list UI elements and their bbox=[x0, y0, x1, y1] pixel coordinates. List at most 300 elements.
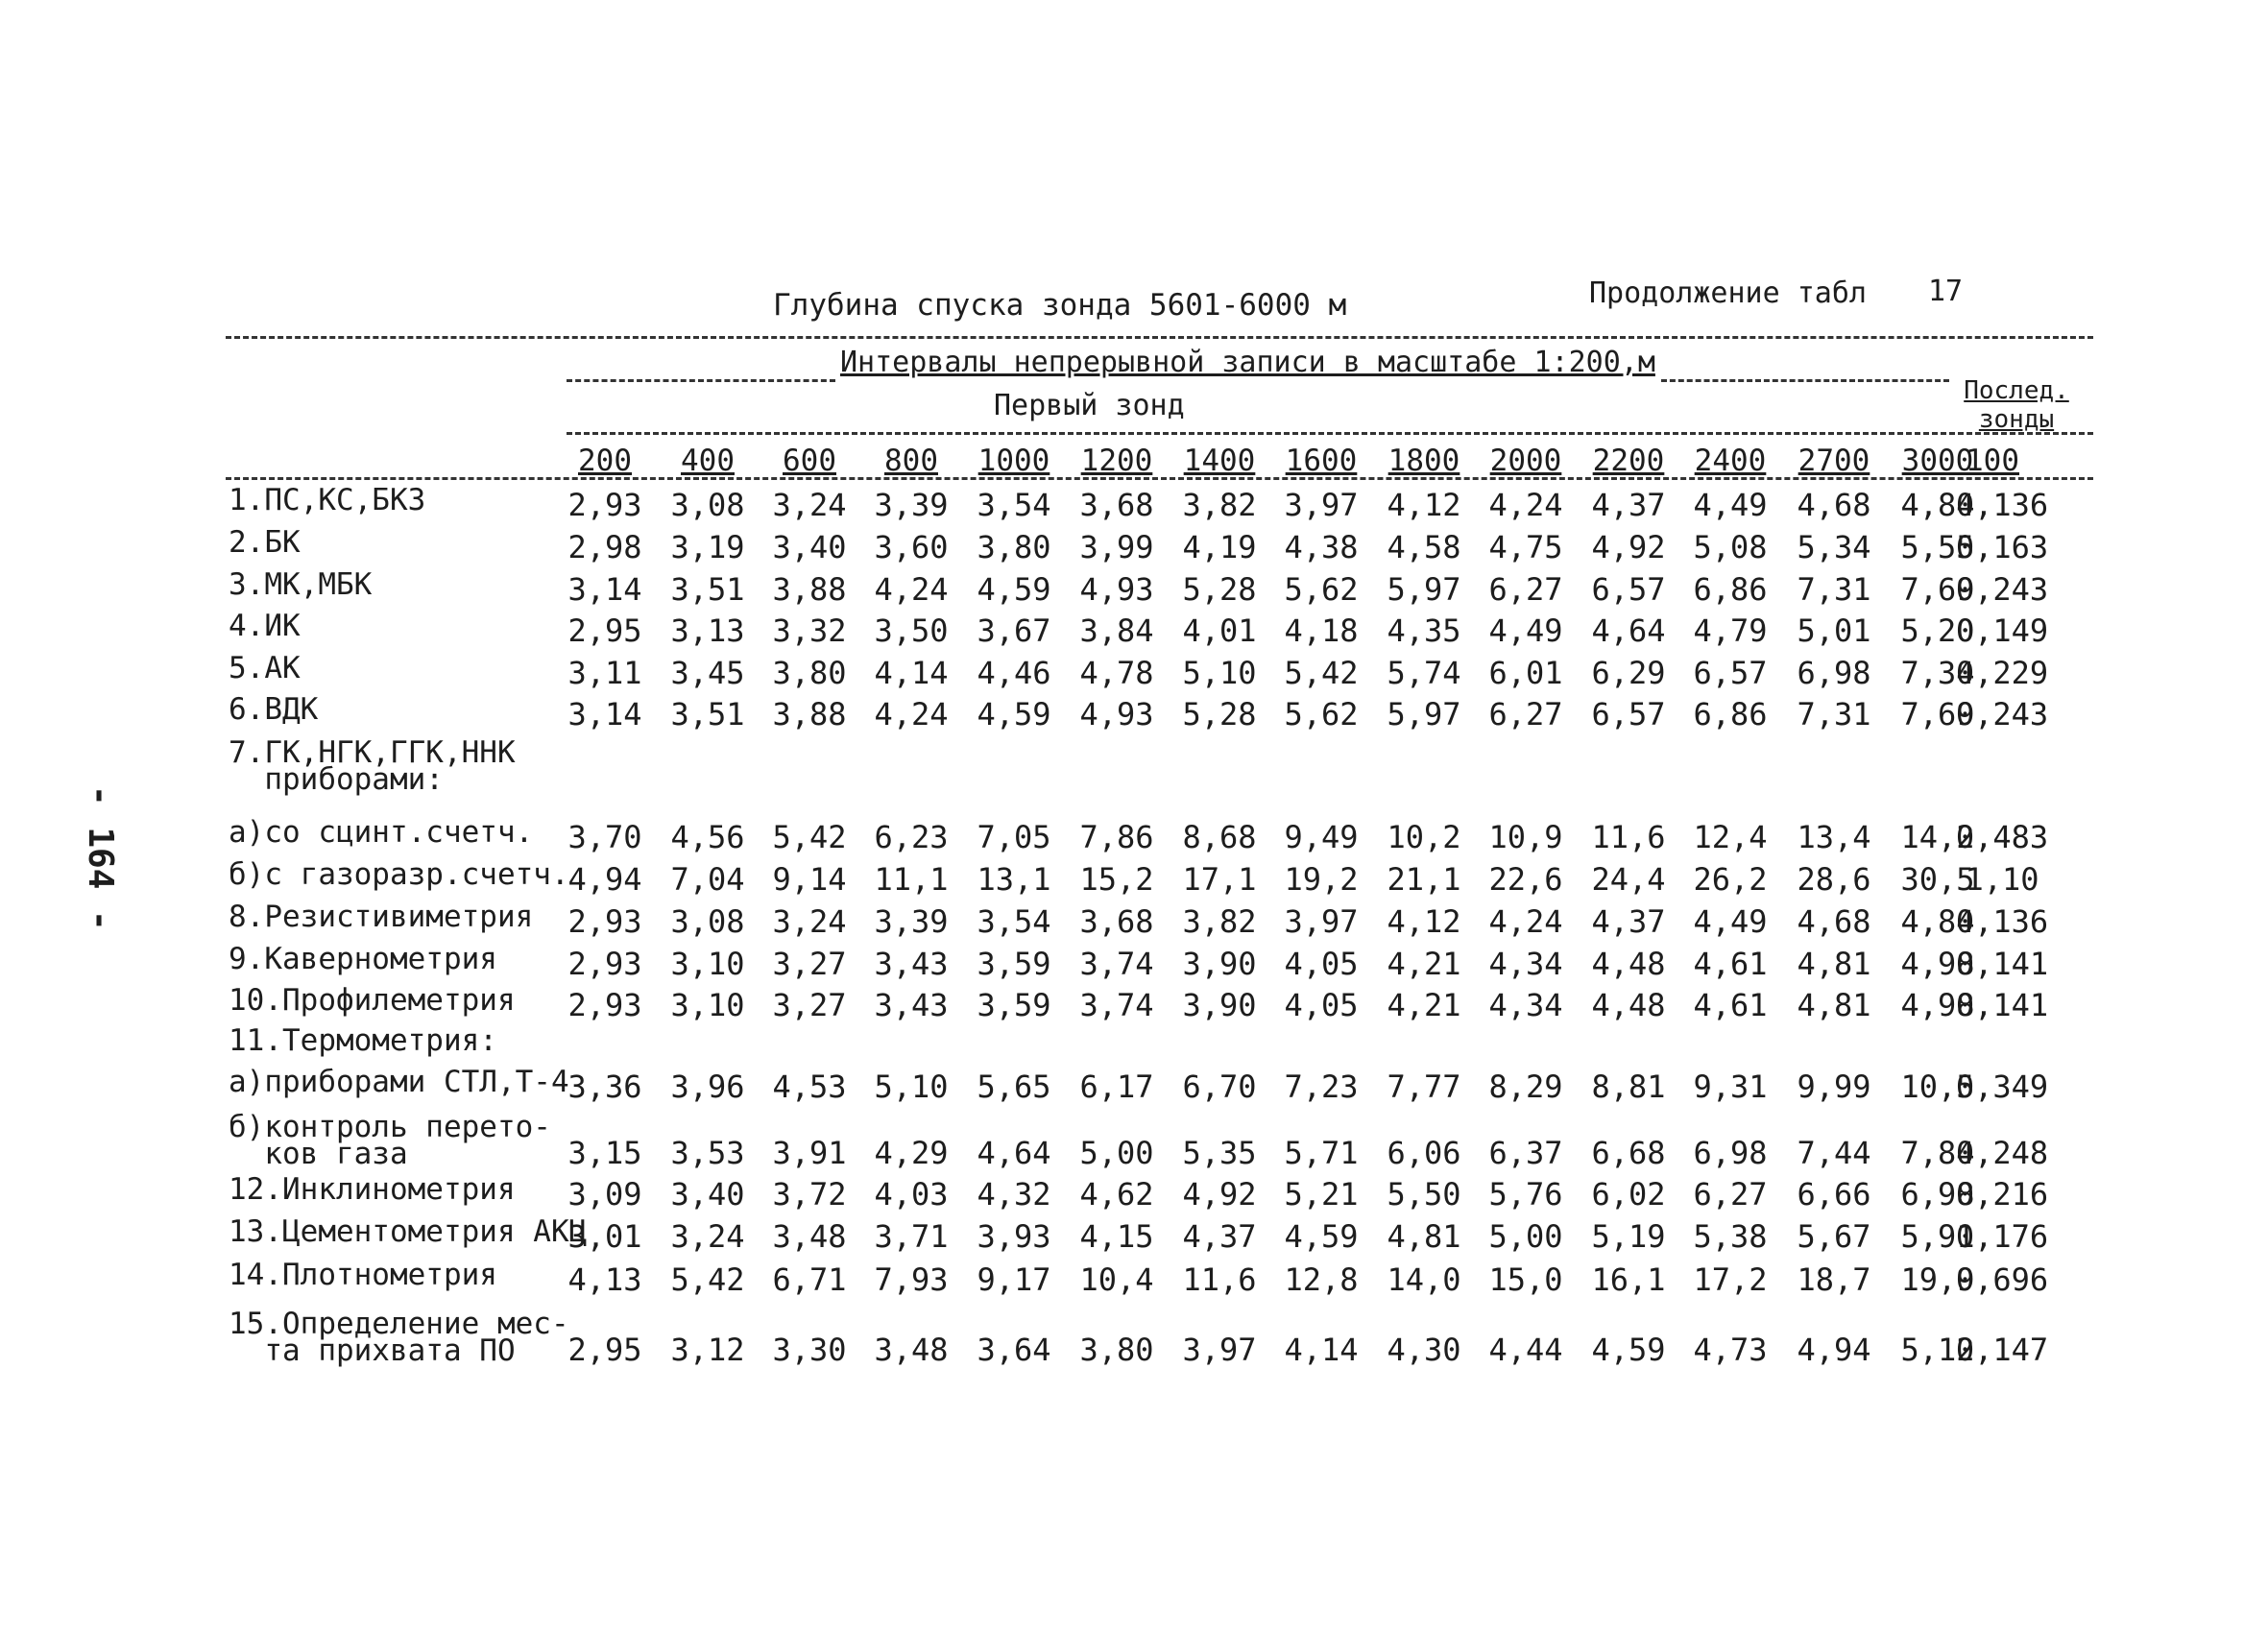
table-cell: 19,9 bbox=[1900, 1261, 1975, 1298]
table-cell: 4,48 bbox=[1591, 987, 1666, 1023]
table-cell: 3,24 bbox=[772, 487, 847, 523]
table-cell: 0,141 bbox=[1955, 987, 2049, 1023]
table-cell: 3,96 bbox=[670, 1069, 745, 1105]
table-cell: 3,08 bbox=[670, 487, 745, 523]
table-cell: 3,59 bbox=[977, 946, 1051, 982]
table-cell: 5,21 bbox=[1284, 1176, 1359, 1213]
table-cell: 22,6 bbox=[1488, 861, 1563, 898]
column-header: 100 bbox=[1966, 444, 2019, 478]
table-cell: 5,67 bbox=[1797, 1218, 1871, 1255]
table-cell: 4,48 bbox=[1591, 946, 1666, 982]
row-label-line: 10.Профилеметрия bbox=[229, 983, 516, 1018]
table-cell: 3,48 bbox=[772, 1218, 847, 1255]
table-cell: 8,29 bbox=[1488, 1069, 1563, 1105]
table-cell: 3,99 bbox=[1079, 529, 1154, 565]
table-cell: 14,2 bbox=[1900, 819, 1975, 855]
table-cell: 4,58 bbox=[1387, 529, 1461, 565]
table-cell: 3,09 bbox=[567, 1176, 642, 1213]
table-cell: 4,34 bbox=[1488, 946, 1563, 982]
table-cell: 4,84 bbox=[1900, 903, 1975, 940]
table-cell: 7,34 bbox=[1900, 655, 1975, 691]
table-cell: 4,53 bbox=[772, 1069, 847, 1105]
table-cell: 4,81 bbox=[1797, 987, 1871, 1023]
table-cell: 0,243 bbox=[1955, 696, 2049, 732]
table-cell: 15,2 bbox=[1079, 861, 1154, 898]
table-cell: 4,37 bbox=[1591, 487, 1666, 523]
table-cell: 10,2 bbox=[1387, 819, 1461, 855]
table-cell: 3,97 bbox=[1182, 1332, 1257, 1368]
table-cell: 4,13 bbox=[567, 1261, 642, 1298]
document-title: Глубина спуска зонда 5601-6000 м bbox=[773, 288, 1347, 323]
table-cell: 2,93 bbox=[567, 903, 642, 940]
table-cell: 3,68 bbox=[1079, 903, 1154, 940]
row-label bbox=[229, 1258, 497, 1292]
table-cell: 4,35 bbox=[1387, 612, 1461, 649]
table-cell: 4,12 bbox=[1387, 903, 1461, 940]
table-cell: 4,93 bbox=[1079, 571, 1154, 608]
table-cell: 10,9 bbox=[1488, 819, 1563, 855]
table-cell: 3,84 bbox=[1079, 612, 1154, 649]
table-cell: 4,24 bbox=[1488, 487, 1563, 523]
column-header: 2700 bbox=[1798, 444, 1870, 478]
table-cell: 4,12 bbox=[1387, 487, 1461, 523]
table-cell: 4,81 bbox=[1387, 1218, 1461, 1255]
table-cell: 3,51 bbox=[670, 696, 745, 732]
table-cell: 5,01 bbox=[1797, 612, 1871, 649]
table-cell: 4,59 bbox=[977, 696, 1051, 732]
table-cell: 0,141 bbox=[1955, 946, 2049, 982]
table-cell: 4,37 bbox=[1591, 903, 1666, 940]
table-cell: 2,95 bbox=[567, 1332, 642, 1368]
table-cell: 5,38 bbox=[1693, 1218, 1768, 1255]
table-cell: 4,44 bbox=[1488, 1332, 1563, 1368]
table-cell: 3,40 bbox=[670, 1176, 745, 1213]
table-cell: 3,50 bbox=[874, 612, 949, 649]
table-cell: 3,80 bbox=[1079, 1332, 1154, 1368]
column-header: 200 bbox=[578, 444, 632, 478]
table-cell: 4,05 bbox=[1284, 946, 1359, 982]
table-cell: 16,1 bbox=[1591, 1261, 1666, 1298]
table-cell: 6,27 bbox=[1488, 696, 1563, 732]
table-cell: 4,21 bbox=[1387, 946, 1461, 982]
table-cell: 3,54 bbox=[977, 487, 1051, 523]
row-label bbox=[229, 942, 497, 976]
table-cell: 3,60 bbox=[874, 529, 949, 565]
table-cell: 4,56 bbox=[670, 819, 745, 855]
table-cell: 3,53 bbox=[670, 1135, 745, 1171]
table-cell: 3,27 bbox=[772, 987, 847, 1023]
column-header: 1000 bbox=[977, 444, 1050, 478]
header-first-probe: Первый зонд bbox=[994, 389, 1185, 422]
table-cell: 5,97 bbox=[1387, 696, 1461, 732]
column-header: 1400 bbox=[1183, 444, 1256, 478]
table-cell: 4,59 bbox=[1284, 1218, 1359, 1255]
table-cell: 6,70 bbox=[1182, 1069, 1257, 1105]
table-cell: 2,93 bbox=[567, 987, 642, 1023]
row-label bbox=[229, 567, 373, 602]
table-cell: 3,14 bbox=[567, 696, 642, 732]
table-cell: 4,68 bbox=[1797, 487, 1871, 523]
row-label bbox=[229, 651, 301, 685]
table-cell: 12,8 bbox=[1284, 1261, 1359, 1298]
table-cell: 7,69 bbox=[1900, 696, 1975, 732]
table-cell: 3,90 bbox=[1182, 946, 1257, 982]
table-cell: 3,10 bbox=[670, 946, 745, 982]
table-cell: 4,29 bbox=[874, 1135, 949, 1171]
table-cell: 4,73 bbox=[1693, 1332, 1768, 1368]
table-cell: 6,98 bbox=[1797, 655, 1871, 691]
table-cell: 3,71 bbox=[874, 1218, 949, 1255]
table-cell: 4,59 bbox=[977, 571, 1051, 608]
rule-top bbox=[226, 336, 2093, 339]
table-cell: 3,67 bbox=[977, 612, 1051, 649]
table-cell: 8,68 bbox=[1182, 819, 1257, 855]
header-intervals: Интервалы непрерывной записи в масштабе 1:200,м bbox=[840, 346, 1655, 379]
rule-intervals-left bbox=[567, 379, 835, 382]
page-number: - 164 - bbox=[81, 785, 120, 931]
table-cell: 5,10 bbox=[874, 1069, 949, 1105]
table-cell: 3,51 bbox=[670, 571, 745, 608]
table-cell: 4,03 bbox=[874, 1176, 949, 1213]
table-cell: 4,61 bbox=[1693, 946, 1768, 982]
table-cell: 4,38 bbox=[1284, 529, 1359, 565]
table-cell: 7,04 bbox=[670, 861, 745, 898]
table-cell: 24,4 bbox=[1591, 861, 1666, 898]
table-cell: 3,80 bbox=[977, 529, 1051, 565]
table-cell: 4,49 bbox=[1693, 903, 1768, 940]
table-cell: 4,18 bbox=[1284, 612, 1359, 649]
table-cell: 5,12 bbox=[1900, 1332, 1975, 1368]
table-cell: 7,84 bbox=[1900, 1135, 1975, 1171]
header-last-probe: Послед. зонды bbox=[1964, 376, 2069, 434]
table-cell: 2,93 bbox=[567, 487, 642, 523]
row-label-line: 8.Резистивиметрия bbox=[229, 900, 534, 934]
table-cell: 2,98 bbox=[567, 529, 642, 565]
table-cell: 18,7 bbox=[1797, 1261, 1871, 1298]
table-cell: 5,00 bbox=[1488, 1218, 1563, 1255]
table-cell: 4,92 bbox=[1591, 529, 1666, 565]
table-cell: 3,64 bbox=[977, 1332, 1051, 1368]
table-cell: 5,42 bbox=[772, 819, 847, 855]
row-label bbox=[229, 815, 534, 850]
table-cell: 0,136 bbox=[1955, 903, 2049, 940]
table-cell: 3,88 bbox=[772, 571, 847, 608]
table-number: 17 bbox=[1928, 275, 1964, 308]
row-label bbox=[229, 1065, 569, 1099]
row-label-line: та прихвата ПО bbox=[229, 1333, 516, 1368]
table-cell: 7,86 bbox=[1079, 819, 1154, 855]
table-cell: 4,62 bbox=[1079, 1176, 1154, 1213]
row-label bbox=[229, 1172, 516, 1207]
table-cell: 6,71 bbox=[772, 1261, 847, 1298]
table-cell: 9,99 bbox=[1797, 1069, 1871, 1105]
table-cell: 7,69 bbox=[1900, 571, 1975, 608]
table-cell: 14,0 bbox=[1387, 1261, 1461, 1298]
table-cell: 4,79 bbox=[1693, 612, 1768, 649]
table-cell: 3,40 bbox=[772, 529, 847, 565]
table-cell: 4,49 bbox=[1693, 487, 1768, 523]
table-cell: 6,57 bbox=[1693, 655, 1768, 691]
table-cell: 4,59 bbox=[1591, 1332, 1666, 1368]
table-cell: 8,81 bbox=[1591, 1069, 1666, 1105]
table-cell: 0,163 bbox=[1955, 529, 2049, 565]
table-cell: 0,349 bbox=[1955, 1069, 2049, 1105]
row-label-line: 3.МК,МБК bbox=[229, 567, 373, 602]
table-cell: 3,13 bbox=[670, 612, 745, 649]
table-cell: 7,77 bbox=[1387, 1069, 1461, 1105]
continuation-label: Продолжение табл bbox=[1589, 276, 1867, 310]
table-cell: 11,1 bbox=[874, 861, 949, 898]
table-cell: 6,98 bbox=[1900, 1176, 1975, 1213]
table-cell: 17,2 bbox=[1693, 1261, 1768, 1298]
table-cell: 4,46 bbox=[977, 655, 1051, 691]
table-cell: 3,68 bbox=[1079, 487, 1154, 523]
row-label-line: 13.Цементометрия АКЦ bbox=[229, 1214, 588, 1249]
table-cell: 4,37 bbox=[1182, 1218, 1257, 1255]
row-label-line: 5.АК bbox=[229, 651, 301, 685]
table-cell: 7,93 bbox=[874, 1261, 949, 1298]
table-cell: 6,29 bbox=[1591, 655, 1666, 691]
table-cell: 0,483 bbox=[1955, 819, 2049, 855]
table-cell: 12,4 bbox=[1693, 819, 1768, 855]
table-cell: 5,28 bbox=[1182, 571, 1257, 608]
table-cell: 10,5 bbox=[1900, 1069, 1975, 1105]
table-cell: 5,74 bbox=[1387, 655, 1461, 691]
table-cell: 15,0 bbox=[1488, 1261, 1563, 1298]
table-cell: 10,4 bbox=[1079, 1261, 1154, 1298]
row-label-line: 2.БК bbox=[229, 525, 301, 560]
table-cell: 11,6 bbox=[1591, 819, 1666, 855]
table-cell: 4,92 bbox=[1182, 1176, 1257, 1213]
table-cell: 4,21 bbox=[1387, 987, 1461, 1023]
table-cell: 3,74 bbox=[1079, 987, 1154, 1023]
table-cell: 6,98 bbox=[1693, 1135, 1768, 1171]
table-cell: 17,1 bbox=[1182, 861, 1257, 898]
table-cell: 6,66 bbox=[1797, 1176, 1871, 1213]
table-cell: 3,88 bbox=[772, 696, 847, 732]
table-cell: 0,229 bbox=[1955, 655, 2049, 691]
table-cell: 3,97 bbox=[1284, 487, 1359, 523]
table-cell: 9,17 bbox=[977, 1261, 1051, 1298]
table-cell: 3,54 bbox=[977, 903, 1051, 940]
table-cell: 3,36 bbox=[567, 1069, 642, 1105]
table-cell: 4,49 bbox=[1488, 612, 1563, 649]
table-cell: 4,34 bbox=[1488, 987, 1563, 1023]
row-label bbox=[229, 900, 534, 934]
row-label-line: 14.Плотнометрия bbox=[229, 1258, 497, 1292]
table-cell: 6,57 bbox=[1591, 571, 1666, 608]
table-cell: 5,55 bbox=[1900, 529, 1975, 565]
table-cell: 9,31 bbox=[1693, 1069, 1768, 1105]
table-cell: 5,62 bbox=[1284, 571, 1359, 608]
table-cell: 21,1 bbox=[1387, 861, 1461, 898]
row-label bbox=[229, 525, 301, 560]
table-cell: 6,27 bbox=[1693, 1176, 1768, 1213]
table-cell: 0,216 bbox=[1955, 1176, 2049, 1213]
row-label-line: 12.Инклинометрия bbox=[229, 1172, 516, 1207]
row-label-line: 11.Термометрия: bbox=[229, 1023, 497, 1058]
table-cell: 0,136 bbox=[1955, 487, 2049, 523]
row-label bbox=[229, 983, 516, 1018]
table-cell: 5,65 bbox=[977, 1069, 1051, 1105]
table-cell: 3,15 bbox=[567, 1135, 642, 1171]
table-cell: 3,39 bbox=[874, 487, 949, 523]
table-cell: 3,24 bbox=[772, 903, 847, 940]
table-cell: 3,14 bbox=[567, 571, 642, 608]
table-cell: 5,50 bbox=[1387, 1176, 1461, 1213]
table-cell: 5,19 bbox=[1591, 1218, 1666, 1255]
column-header: 1600 bbox=[1285, 444, 1358, 478]
row-label bbox=[229, 735, 516, 797]
table-cell: 3,12 bbox=[670, 1332, 745, 1368]
table-cell: 5,62 bbox=[1284, 696, 1359, 732]
table-cell: 9,14 bbox=[772, 861, 847, 898]
table-cell: 4,30 bbox=[1387, 1332, 1461, 1368]
row-label-line: 9.Кавернометрия bbox=[229, 942, 497, 976]
column-header: 600 bbox=[783, 444, 836, 478]
table-cell: 6,02 bbox=[1591, 1176, 1666, 1213]
row-label-line: 7.ГК,НГК,ГГК,ННК bbox=[229, 735, 516, 770]
row-label bbox=[229, 483, 426, 517]
table-cell: 11,6 bbox=[1182, 1261, 1257, 1298]
table-cell: 3,45 bbox=[670, 655, 745, 691]
table-cell: 4,14 bbox=[874, 655, 949, 691]
table-cell: 3,74 bbox=[1079, 946, 1154, 982]
table-cell: 3,43 bbox=[874, 987, 949, 1023]
table-cell: 2,95 bbox=[567, 612, 642, 649]
table-cell: 3,59 bbox=[977, 987, 1051, 1023]
table-cell: 5,76 bbox=[1488, 1176, 1563, 1213]
table-cell: 9,49 bbox=[1284, 819, 1359, 855]
row-label-line: б)контроль перето- bbox=[229, 1110, 551, 1144]
table-cell: 4,61 bbox=[1693, 987, 1768, 1023]
table-cell: 4,94 bbox=[1797, 1332, 1871, 1368]
table-cell: 4,98 bbox=[1900, 946, 1975, 982]
column-header: 800 bbox=[884, 444, 938, 478]
row-label-line: 15.Определение мес- bbox=[229, 1307, 569, 1341]
table-cell: 6,86 bbox=[1693, 696, 1768, 732]
table-cell: 5,91 bbox=[1900, 1218, 1975, 1255]
table-cell: 30,5 bbox=[1900, 861, 1975, 898]
column-header: 2200 bbox=[1592, 444, 1665, 478]
table-cell: 3,82 bbox=[1182, 903, 1257, 940]
table-cell: 0,147 bbox=[1955, 1332, 2049, 1368]
row-label bbox=[229, 1214, 588, 1249]
table-cell: 4,94 bbox=[567, 861, 642, 898]
table-cell: 3,01 bbox=[567, 1218, 642, 1255]
table-cell: 7,44 bbox=[1797, 1135, 1871, 1171]
table-cell: 19,2 bbox=[1284, 861, 1359, 898]
table-cell: 3,72 bbox=[772, 1176, 847, 1213]
table-cell: 6,17 bbox=[1079, 1069, 1154, 1105]
table-cell: 5,00 bbox=[1079, 1135, 1154, 1171]
table-cell: 3,93 bbox=[977, 1218, 1051, 1255]
table-cell: 6,57 bbox=[1591, 696, 1666, 732]
table-cell: 5,34 bbox=[1797, 529, 1871, 565]
table-cell: 4,15 bbox=[1079, 1218, 1154, 1255]
table-cell: 4,78 bbox=[1079, 655, 1154, 691]
row-label-line: 1.ПС,КС,БКЗ bbox=[229, 483, 426, 517]
row-label-line: приборами: bbox=[229, 762, 444, 797]
table-cell: 3,97 bbox=[1284, 903, 1359, 940]
table-cell: 0,176 bbox=[1955, 1218, 2049, 1255]
table-cell: 3,10 bbox=[670, 987, 745, 1023]
table-cell: 7,23 bbox=[1284, 1069, 1359, 1105]
table-cell: 5,28 bbox=[1182, 696, 1257, 732]
table-cell: 4,68 bbox=[1797, 903, 1871, 940]
rule-subheader bbox=[567, 432, 2093, 435]
table-cell: 0,149 bbox=[1955, 612, 2049, 649]
column-header: 3000 bbox=[1901, 444, 1974, 478]
table-cell: 13,1 bbox=[977, 861, 1051, 898]
table-cell: 3,70 bbox=[567, 819, 642, 855]
table-cell: 3,30 bbox=[772, 1332, 847, 1368]
table-cell: 3,32 bbox=[772, 612, 847, 649]
table-cell: 3,11 bbox=[567, 655, 642, 691]
row-label-line: а)со сцинт.счетч. bbox=[229, 815, 534, 850]
table-cell: 0,243 bbox=[1955, 571, 2049, 608]
table-cell: 5,42 bbox=[670, 1261, 745, 1298]
table-cell: 4,98 bbox=[1900, 987, 1975, 1023]
table-cell: 3,19 bbox=[670, 529, 745, 565]
row-label bbox=[229, 609, 301, 643]
table-cell: 5,97 bbox=[1387, 571, 1461, 608]
table-cell: 4,64 bbox=[977, 1135, 1051, 1171]
table-cell: 5,35 bbox=[1182, 1135, 1257, 1171]
table-cell: 5,42 bbox=[1284, 655, 1359, 691]
table-cell: 6,23 bbox=[874, 819, 949, 855]
row-label bbox=[229, 1307, 569, 1368]
table-cell: 4,24 bbox=[1488, 903, 1563, 940]
table-cell: 4,24 bbox=[874, 571, 949, 608]
row-label bbox=[229, 857, 569, 892]
table-cell: 7,05 bbox=[977, 819, 1051, 855]
row-label bbox=[229, 692, 319, 727]
column-header: 2000 bbox=[1489, 444, 1562, 478]
table-cell: 3,39 bbox=[874, 903, 949, 940]
column-header: 1200 bbox=[1080, 444, 1153, 478]
table-cell: 26,2 bbox=[1693, 861, 1768, 898]
rule-intervals-right bbox=[1661, 379, 1949, 382]
row-label-line: а)приборами СТЛ,Т-4 bbox=[229, 1065, 569, 1099]
table-cell: 5,10 bbox=[1182, 655, 1257, 691]
table-cell: 4,05 bbox=[1284, 987, 1359, 1023]
table-cell: 6,06 bbox=[1387, 1135, 1461, 1171]
table-cell: 4,24 bbox=[874, 696, 949, 732]
table-cell: 4,84 bbox=[1900, 487, 1975, 523]
table-cell: 3,27 bbox=[772, 946, 847, 982]
row-label-line: ков газа bbox=[229, 1137, 408, 1171]
table-cell: 4,14 bbox=[1284, 1332, 1359, 1368]
table-cell: 3,24 bbox=[670, 1218, 745, 1255]
table-cell: 6,37 bbox=[1488, 1135, 1563, 1171]
table-cell: 6,01 bbox=[1488, 655, 1563, 691]
table-cell: 4,81 bbox=[1797, 946, 1871, 982]
table-cell: 4,93 bbox=[1079, 696, 1154, 732]
table-cell: 4,32 bbox=[977, 1176, 1051, 1213]
row-label-line: 4.ИК bbox=[229, 609, 301, 643]
table-cell: 0,248 bbox=[1955, 1135, 2049, 1171]
table-cell: 4,01 bbox=[1182, 612, 1257, 649]
table-cell: 3,80 bbox=[772, 655, 847, 691]
row-label-line: б)с газоразр.счетч. bbox=[229, 857, 569, 892]
column-header: 2400 bbox=[1694, 444, 1767, 478]
table-cell: 3,90 bbox=[1182, 987, 1257, 1023]
table-cell: 5,08 bbox=[1693, 529, 1768, 565]
table-cell: 7,31 bbox=[1797, 696, 1871, 732]
row-label-line: 6.ВДК bbox=[229, 692, 319, 727]
table-cell: 3,91 bbox=[772, 1135, 847, 1171]
